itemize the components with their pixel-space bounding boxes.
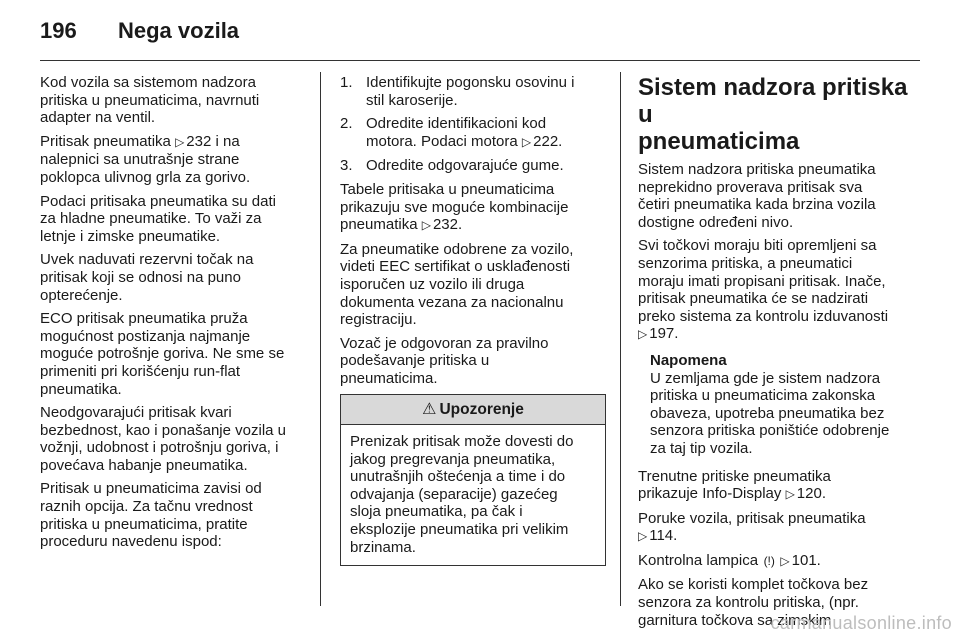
paragraph: Trenutne pritiske pneumatika prikazuje Info-Display ▷ 120. xyxy=(638,468,924,504)
paragraph: Podaci pritisaka pneumatika su dati za hladne pneumatike. To važi za letnje i zimske pneumatike. xyxy=(40,192,276,245)
paragraph: Svi točkovi moraju biti opremljeni sa senzorima pritiska, a pneumatici moraju imati propisani pritisak. Inače, pritisak pneumatika će se nadzirati preko sistema za kontrolu izduvanosti ▷ 197. xyxy=(638,237,924,344)
page-ref-link[interactable]: ▷ 222. xyxy=(522,133,562,150)
paragraph: Ako se koristi komplet točkova bez senzora za kontrolu pritiska, (npr. garnitura točkova sa zimskim xyxy=(638,576,869,629)
column-2 xyxy=(340,74,606,566)
note-title: Napomena xyxy=(650,351,727,369)
paragraph: Poruke vozila, pritisak pneumatika ▷ 114. xyxy=(638,510,924,546)
page-ref-link[interactable]: ▷ 114. xyxy=(638,527,677,544)
watermark: carmanualsonline.info xyxy=(770,613,952,633)
page-ref-link[interactable]: ▷ 232 xyxy=(175,133,211,150)
section-heading: Sistem nadzora pritiska u pneumaticima xyxy=(638,74,908,155)
paragraph: Sistem nadzora pritiska pneumatika neprekidno proverava pritisak sva četiri pneumatika kada brzina vozila dostigne određeni nivo. xyxy=(638,161,876,231)
warning-header xyxy=(341,395,605,426)
page-ref-link[interactable]: ▷ 232. xyxy=(422,216,462,233)
column-divider-2 xyxy=(620,72,621,606)
column-3 xyxy=(638,74,924,635)
page-ref-link[interactable]: ▷ 197. xyxy=(638,325,678,342)
page-ref-link[interactable]: ▷ 120. xyxy=(786,485,826,502)
list-item: 2. Odredite identifikacioni kod motora. Podaci motora ▷ 222. xyxy=(340,115,606,151)
page-number: 196 xyxy=(40,18,77,43)
page-title: Nega vozila xyxy=(118,18,240,43)
warning-body: Prenizak pritisak može dovesti do jakog pregrevanja pneumatika, unutrašnjih oštećenja a time i do odvajanja (separacije) gazećeg sloja pneumatika, pa čak i eksplozije pneumatika pri velikim brzinama. xyxy=(350,433,574,556)
paragraph: Uvek naduvati rezervni točak na pritisak koji se odnosi na puno opterećenje. xyxy=(40,251,254,304)
tire-pressure-warning-icon: (!) xyxy=(763,553,775,568)
paragraph: Neodgovarajući pritisak kvari bezbednost, kao i ponašanje vozila u vožnji, udobnost i potrošnju goriva, i povećava habanje pneumatika. xyxy=(40,404,287,474)
list-item: 3. Odredite odgovarajuće gume. xyxy=(340,157,564,175)
steps-list xyxy=(340,74,606,175)
note-box xyxy=(650,352,924,458)
paragraph: ECO pritisak pneumatika pruža mogućnost postizanja najmanje moguće potrošnje goriva. Ne sme se primeniti pri korišćenju run-flat pneumatika. xyxy=(40,310,285,398)
paragraph: Vozač je odgovoran za pravilno podešavanje pritiska u pneumaticima. xyxy=(340,334,549,387)
paragraph: Kod vozila sa sistemom nadzora pritiska u pneumaticima, navrnuti adapter na ventil. xyxy=(40,74,260,127)
list-item: 1. Identifikujte pogonsku osovinu i stil karoserije. xyxy=(340,74,575,109)
paragraph: Za pneumatike odobrene za vozilo, videti EEC sertifikat o usklađenosti isporučen uz vozilo ili druga dokumenta vezana za nacionalnu registraciju. xyxy=(340,240,574,329)
page-ref-link[interactable]: ▷ 101. xyxy=(780,552,820,569)
paragraph: Pritisak pneumatika ▷ 232 i na nalepnici sa unutrašnje strane poklopca ulivnog grla za gorivo. xyxy=(40,133,310,187)
paragraph: Pritisak u pneumaticima zavisi od raznih opcija. Za tačnu vrednost pritiska u pneumaticima, pratite proceduru navedenu ispod: xyxy=(40,480,262,551)
paragraph: Tabele pritisaka u pneumaticima prikazuju sve moguće kombinacije pneumatika ▷ 232. xyxy=(340,181,606,235)
column-divider-1 xyxy=(320,72,321,606)
note-body: U zemljama gde je sistem nadzora pritiska u pneumaticima zakonska obaveza, upotreba pneumatika bez senzora pritiska poništiće odobrenje za taj tip vozila. xyxy=(650,369,890,457)
header-rule xyxy=(40,60,920,61)
paragraph: Kontrolna lampica (!) ▷ 101. xyxy=(638,552,924,571)
warning-icon: ⚠ xyxy=(422,400,437,418)
page-header xyxy=(40,18,239,50)
warning-title: Upozorenje xyxy=(439,400,524,418)
warning-box xyxy=(340,394,606,567)
column-1 xyxy=(40,74,310,557)
